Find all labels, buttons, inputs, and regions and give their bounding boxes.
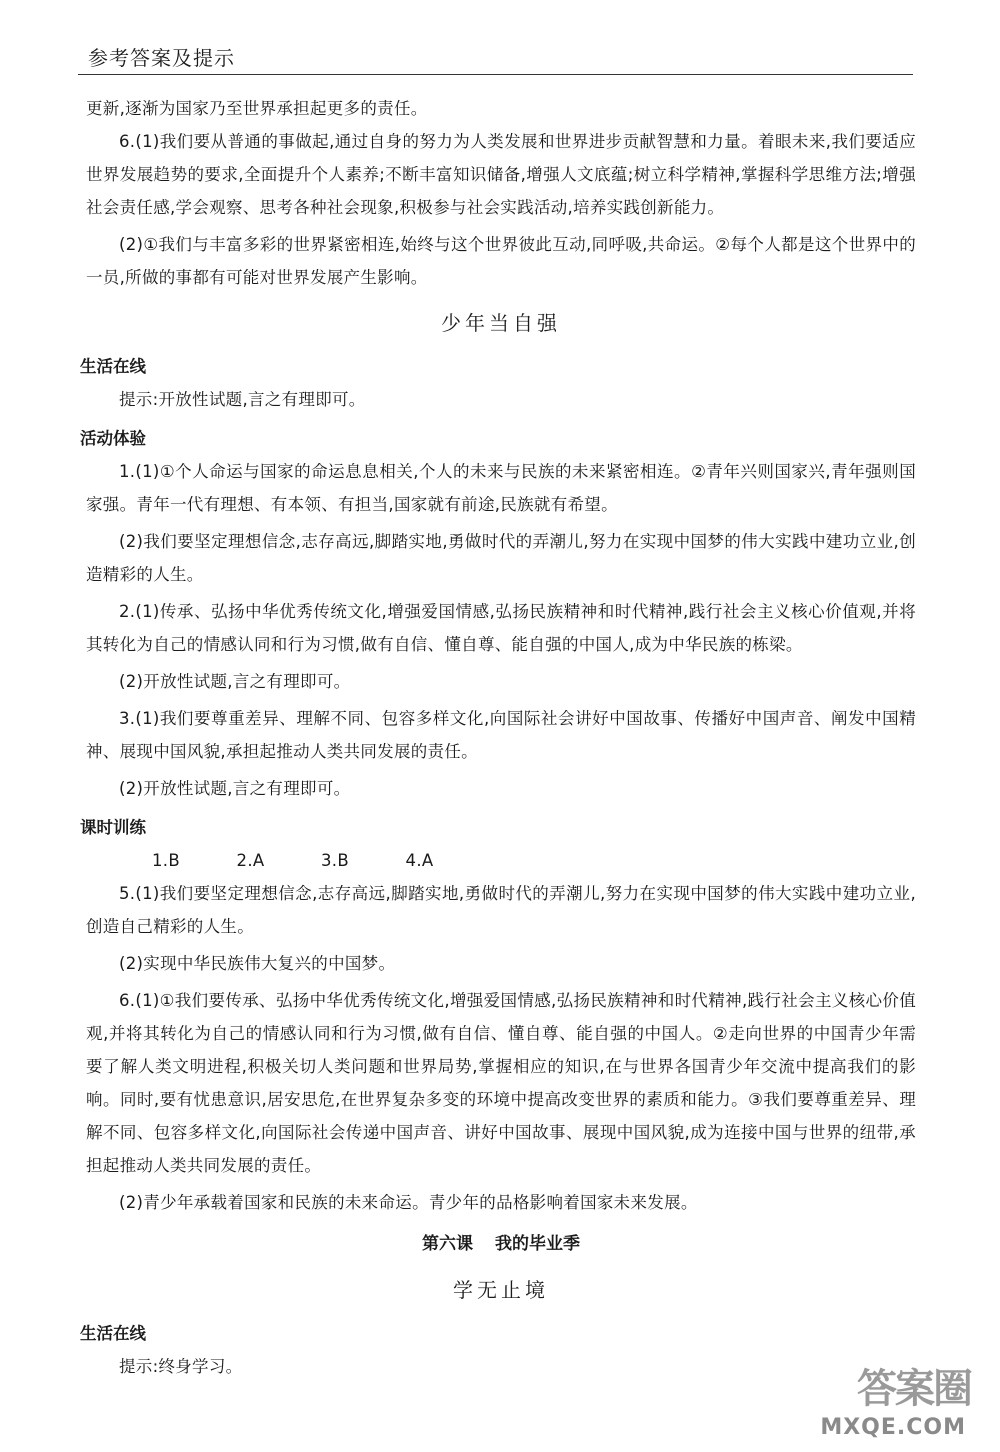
activity-item: 1.(1)①个人命运与国家的命运息息相关,个人的未来与民族的未来紧密相连。②青年兴则国家兴,青年强则国家强。青年一代有理想、有本领、有担当,国家就有前途,民族就有希望。 [86,462,916,514]
chapter-number: 第六课 [422,1234,473,1254]
page-content [80,92,916,1383]
answer: 3.B [321,851,349,870]
training-item: 6.(1)①我们要传承、弘扬中华优秀传统文化,增强爱国情感,弘扬民族精神和时代精神,践行社会主义核心价值观,并将其转化为自己的情感认同和行为习惯,做有自信、懂自尊、能自强的中国人。②走向世界的中国青少年需要了解人类文明进程,积极关切人类问题和世界局势,掌握相应的知识,在与世界各国青少年交流中提高我们的影响。同时,要有忧患意识,居安思危,在世界复杂多变的环境中提高改变世界的素质和能力。③我们要尊重差异、理解不同、包容多样文化,向国际社会传递中国声音、讲好中国故事、展现中国风貌,成为连接中国与世界的纽带,承担起推动人类共同发展的责任。 [86,991,916,1175]
chapter-title [86,1227,916,1261]
section-heading-life-online: 生活在线 [80,357,146,376]
header-title: 参考答案及提示 [88,46,235,70]
answer: 2.A [236,851,265,870]
watermark-logo: 答案圈 [857,1366,971,1412]
lesson-title: 学无止境 [453,1278,549,1302]
life-online-text: 提示:开放性试题,言之有理即可。 [119,390,366,409]
training-item: (2)实现中华民族伟大复兴的中国梦。 [119,954,396,973]
chapter-name: 我的毕业季 [495,1234,580,1254]
choice-answers [86,844,916,877]
lesson-title: 少年当自强 [441,311,561,335]
page-header [78,40,913,75]
intro-q6-2: (2)①我们与丰富多彩的世界紧密相连,始终与这个世界彼此互动,同呼吸,共命运。②每个人都是这个世界中的一员,所做的事都有可能对世界发展产生影响。 [86,235,916,287]
activity-item: (2)我们要坚定理想信念,志存高远,脚踏实地,勇做时代的弄潮儿,努力在实现中国梦的伟大实践中建功立业,创造精彩的人生。 [86,532,916,584]
watermark [820,1359,980,1444]
watermark-site: MXQE.COM [820,1415,966,1440]
training-item: 5.(1)我们要坚定理想信念,志存高远,脚踏实地,勇做时代的弄潮儿,努力在实现中国梦的伟大实践中建功立业,创造自己精彩的人生。 [86,884,916,936]
activity-item: (2)开放性试题,言之有理即可。 [119,779,351,798]
activity-item: 3.(1)我们要尊重差异、理解不同、包容多样文化,向国际社会讲好中国故事、传播好中国声音、阐发中国精神、展现中国风貌,承担起推动人类共同发展的责任。 [86,709,916,761]
answer: 1.B [152,851,180,870]
life-online-text: 提示:终身学习。 [119,1357,243,1376]
activity-item: (2)开放性试题,言之有理即可。 [119,672,351,691]
section-heading-activity: 活动体验 [80,429,146,448]
section-heading-life-online: 生活在线 [80,1324,146,1343]
intro-line: 更新,逐渐为国家乃至世界承担起更多的责任。 [86,99,428,118]
intro-q6-1: 6.(1)我们要从普通的事做起,通过自身的努力为人类发展和世界进步贡献智慧和力量。着眼未来,我们要适应世界发展趋势的要求,全面提升个人素养;不断丰富知识储备,增强人文底蕴;树立科学精神,掌握科学思维方法;增强社会责任感,学会观察、思考各种社会现象,积极参与社会实践活动,培养实践创新能力。 [86,132,916,217]
section-heading-training: 课时训练 [80,818,146,837]
activity-item: 2.(1)传承、弘扬中华优秀传统文化,增强爱国情感,弘扬民族精神和时代精神,践行社会主义核心价值观,并将其转化为自己的情感认同和行为习惯,做有自信、懂自尊、能自强的中国人,成为中华民族的栋梁。 [86,602,916,654]
answer: 4.A [405,851,434,870]
training-item: (2)青少年承载着国家和民族的未来命运。青少年的品格影响着国家未来发展。 [119,1193,698,1212]
